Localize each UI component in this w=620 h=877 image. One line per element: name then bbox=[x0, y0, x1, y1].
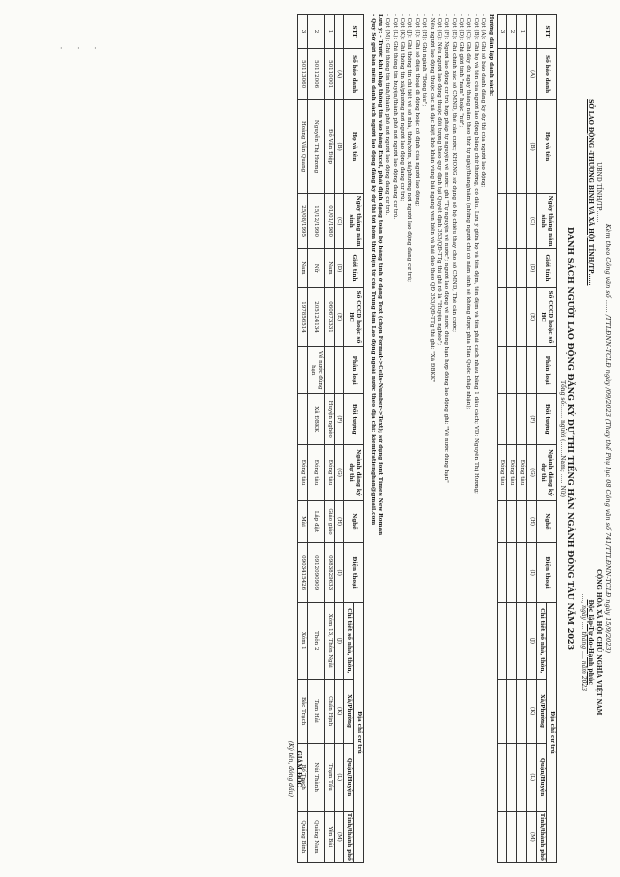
header-left-line2: SỞ LAO ĐỘNG -THƯƠNG BINH VÀ XÃ HỘI TỈNH/TP…… bbox=[587, 99, 595, 286]
code-cell: (M) bbox=[527, 811, 537, 862]
table-row bbox=[324, 15, 334, 863]
document-title: DANH SÁCH NGƯỜI LAO ĐỘNG ĐĂNG KÝ DỰ THI TIẾNG HÀN NGÀNH ĐÓNG TÀU NĂM 2023 bbox=[566, 226, 577, 651]
cell-job: Mài bbox=[298, 500, 308, 543]
cell-addr-detail: Xóm 1 bbox=[298, 602, 308, 679]
col-sex: Giới tính bbox=[537, 249, 557, 287]
code-cell: (B) bbox=[334, 100, 344, 194]
col-type: Phân loại bbox=[344, 347, 364, 394]
col-job: Nghề bbox=[537, 500, 557, 543]
code-cell bbox=[527, 15, 537, 49]
code-cell: (C) bbox=[527, 193, 537, 248]
cell-name: Nguyễn Thị Hương bbox=[308, 100, 325, 194]
code-cell: (E) bbox=[527, 287, 537, 347]
code-cell: (F) bbox=[334, 394, 344, 445]
col-stt: STT bbox=[537, 15, 557, 49]
cell-id: 197856514 bbox=[298, 287, 308, 347]
code-cell bbox=[334, 347, 344, 394]
instruction-line: - Cột (K): Ghi thông tin xã/phường nơi người lao động đang cư trú; bbox=[399, 14, 406, 202]
code-cell: (M) bbox=[334, 811, 344, 862]
cell-sex: Nữ bbox=[308, 249, 325, 287]
col-province: Tỉnh/thành phố bbox=[344, 811, 354, 862]
col-district: Quận/Huyện bbox=[344, 743, 354, 811]
col-obj: Đối tượng bbox=[537, 394, 557, 445]
code-cell: (D) bbox=[527, 249, 537, 287]
cell-type: Về nước đúng hạn bbox=[308, 347, 325, 394]
col-obj: Đối tượng bbox=[344, 394, 364, 445]
cell-sex: Nam bbox=[324, 249, 334, 287]
cell-stt: 2 bbox=[507, 15, 517, 49]
cell-district: Núi Thành bbox=[308, 743, 325, 811]
cell-obj: Huyện nghèo bbox=[324, 394, 334, 445]
signer-note: (Ký tên, đóng dấu) bbox=[287, 740, 295, 797]
note-format: Lưu ý: - Trước khi nhập thông tin vào bảng Excel, phải định dạng toàn bộ bảng tính ở dạng Text (chọn Format->Cells-Number->Text); sử dụng font Times New Roman bbox=[377, 14, 383, 536]
cell-addr-detail: Thôn 2 bbox=[308, 602, 325, 679]
col-address-group: Địa chỉ cư trú bbox=[354, 602, 364, 862]
instructions-title: Hướng dẫn lập danh sách: bbox=[487, 14, 494, 97]
col-sbd: Số báo danh bbox=[537, 49, 557, 100]
cell-phone: 0903415426 bbox=[298, 543, 308, 603]
code-cell: (A) bbox=[527, 49, 537, 100]
cell-obj bbox=[298, 394, 308, 445]
cell-sector: Đóng tàu bbox=[497, 445, 507, 500]
national-title: CỘNG HÒA XÃ HỘI CHỦ NGHĨA VIỆT NAM bbox=[594, 569, 602, 716]
col-address-group: Địa chỉ cư trú bbox=[547, 602, 557, 862]
col-ward: Xã/Phường bbox=[537, 679, 547, 743]
table-row bbox=[497, 15, 507, 863]
cell-id: 205124134 bbox=[308, 287, 325, 347]
cell-phone: 0983829633 bbox=[324, 543, 334, 603]
cell-stt: 2 bbox=[308, 15, 325, 49]
col-addr-detail: Chi tiết số nhà, thôn, bbox=[537, 602, 547, 679]
col-dob: Ngày tháng năm sinh bbox=[344, 193, 364, 248]
code-cell: (L) bbox=[334, 743, 344, 811]
code-cell: (H) bbox=[334, 500, 344, 543]
code-cell: (L) bbox=[527, 743, 537, 811]
cell-obj: Xã ĐBKK bbox=[308, 394, 325, 445]
header-right bbox=[579, 422, 602, 863]
col-sex: Giới tính bbox=[344, 249, 364, 287]
code-cell: (G) bbox=[334, 445, 344, 500]
col-dob: Ngày tháng năm sinh bbox=[537, 193, 557, 248]
cell-sector: Đóng tàu bbox=[324, 445, 334, 500]
cell-district: Bố Trạch bbox=[298, 743, 308, 811]
instruction-line: - Cột (H): Ghi ngành "Đóng tàu"; bbox=[421, 14, 428, 107]
col-province: Tỉnh/thành phố bbox=[537, 811, 547, 862]
cell-province: Yên Bái bbox=[324, 811, 334, 862]
code-cell: (I) bbox=[527, 543, 537, 603]
code-cell: (F) bbox=[527, 394, 537, 445]
note-email: - Quý Sở gửi bản mềm danh sách người lao động đăng ký dự thi tới hòm thư điện tử của Trung tâm Lao động ngoài nước theo địa chỉ: kiemtratienghan@gmail.com bbox=[369, 14, 376, 526]
cell-phone: 0912090909 bbox=[308, 543, 325, 603]
code-row bbox=[334, 15, 344, 863]
cell-ward: Tam Hải bbox=[308, 679, 325, 743]
code-cell: (K) bbox=[334, 679, 344, 743]
code-cell: (J) bbox=[334, 602, 344, 679]
document-header bbox=[579, 14, 602, 863]
cell-province: Quảng Nam bbox=[308, 811, 325, 862]
instruction-line: - Cột (C): Ghi đầy đủ ngày tháng năm theo thứ tự ngày/tháng/năm (những người chỉ có năm sinh sẽ không được phía Hàn Quốc chấp nhận); bbox=[465, 14, 472, 410]
table-row bbox=[507, 15, 517, 863]
col-ward: Xã/Phường bbox=[344, 679, 354, 743]
instructions bbox=[368, 14, 493, 863]
cell-job: Lắp đặt bbox=[308, 500, 325, 543]
col-sector: Ngành đăng ký dự thi bbox=[344, 445, 364, 500]
instruction-line: - Cột (L): Ghi thông tin huyện/thành phố nơi người lao động đang cư trú. bbox=[391, 14, 398, 220]
instruction-line: - Cột (G): Nếu người lao động thuộc đối tượng theo quy định tại Quyết định 353/QĐ-TTg thì ghi rõ là "Huyện nghèo"; bbox=[436, 14, 442, 346]
sample-registration-table bbox=[297, 14, 364, 863]
blank-registration-table bbox=[497, 14, 557, 863]
cell-sector: Đóng tàu bbox=[517, 445, 527, 500]
code-cell: (K) bbox=[527, 679, 537, 743]
code-cell: (E) bbox=[334, 287, 344, 347]
cell-name: Hoàng Văn Quang bbox=[298, 100, 308, 194]
code-cell: (G) bbox=[527, 445, 537, 500]
cell-stt: 3 bbox=[497, 15, 507, 49]
code-cell: (D) bbox=[334, 249, 344, 287]
cell-job: Giáo giáo bbox=[324, 500, 334, 543]
top-note: Kèm theo Công văn số …… /TTLĐNN-TCLĐ ngày /09/2023 (Thay thế Phụ lục 08 Công văn số 741/TTLĐNN-TCLĐ ngày 15/9/2023) bbox=[604, 223, 612, 654]
cell-stt: 1 bbox=[324, 15, 334, 49]
col-district: Quận/Huyện bbox=[537, 743, 547, 811]
cell-type bbox=[298, 347, 308, 394]
instruction-line: - Cột (D): Ghi giới tính "nam" hoặc "nữ"; bbox=[458, 14, 465, 128]
col-id: Số CCCD hoặc số HC bbox=[344, 287, 364, 347]
code-cell: (C) bbox=[334, 193, 344, 248]
code-cell: (I) bbox=[334, 543, 344, 603]
total-count: Tổng số:…… người (…….Nam; ….. Nữ) bbox=[559, 380, 567, 497]
cell-sector: Đóng tàu bbox=[298, 445, 308, 500]
col-name: Họ và tên bbox=[537, 100, 557, 194]
col-type: Phân loại bbox=[537, 347, 557, 394]
cell-stt: 1 bbox=[517, 15, 527, 49]
instruction-line: - Cột (E): Ghi chính xác số CMND, thẻ căn cước; KHÔNG sử dụng số hộ chiếu thay cho số CMND, Thẻ căn cước; bbox=[450, 14, 457, 333]
col-phone: Điện thoại bbox=[344, 543, 364, 603]
table-row bbox=[517, 15, 527, 863]
cell-stt: 3 bbox=[298, 15, 308, 49]
cell-name: Đỗ Văn Điệp bbox=[324, 100, 334, 194]
code-cell: (J) bbox=[527, 602, 537, 679]
col-job: Nghề bbox=[344, 500, 364, 543]
instruction-line: - Nếu người lao động thuộc các xã đặc biệt khó khăn vùng bãi ngang ven biển và hải đảo theo QĐ 353/QĐ-TTg thì ghi: "Xã ĐBKK" bbox=[428, 14, 435, 383]
col-stt: STT bbox=[344, 15, 364, 49]
cell-province: Quảng Bình bbox=[298, 811, 308, 862]
instruction-line: - Cột (I): Ghi số điện thoại di động hoặc cố định của người lao động; bbox=[413, 14, 420, 207]
cell-sbd: 50110001 bbox=[324, 49, 334, 100]
cell-dob: 15/12/1990 bbox=[308, 193, 325, 248]
col-phone: Điện thoại bbox=[537, 543, 557, 603]
cell-ward: Bắc Trạch bbox=[298, 679, 308, 743]
signature-block bbox=[287, 741, 302, 797]
cell-sbd: 50112006 bbox=[308, 49, 325, 100]
col-id: Số CCCD hoặc số HC bbox=[537, 287, 557, 347]
cell-district: Trạm Tấu bbox=[324, 743, 334, 811]
table-row bbox=[308, 15, 325, 863]
code-cell bbox=[334, 15, 344, 49]
cell-sex: Nam bbox=[298, 249, 308, 287]
code-cell: (A) bbox=[334, 49, 344, 100]
header-left-line1: UBND TỈNH/TP…… bbox=[594, 162, 602, 223]
cell-type bbox=[324, 347, 334, 394]
col-sector: Ngành đăng ký dự thi bbox=[537, 445, 557, 500]
header-left bbox=[579, 14, 602, 371]
col-name: Họ và tên bbox=[344, 100, 364, 194]
cell-sector: Đóng tàu bbox=[507, 445, 517, 500]
date-line: …., ngày …. tháng …. năm 2023 bbox=[579, 593, 587, 692]
motto: Độc lập-Tự do-Hạnh phúc bbox=[587, 599, 595, 685]
cell-dob: 01/01/1980 bbox=[324, 193, 334, 248]
cell-sbd: 50113060 bbox=[298, 49, 308, 100]
instruction-line: - Cột (A): Ghi số báo danh đăng ký dự thi của người lao động; bbox=[480, 14, 487, 188]
cell-ward: Chấn Hịnh bbox=[324, 679, 334, 743]
table-row bbox=[298, 15, 308, 863]
cell-dob: 25/08/1995 bbox=[298, 193, 308, 248]
instruction-line: - Cột (B): Ghi họ và tên của người lao động bằng chữ thường, có dấu. Lưu ý giữa họ và tên đệm, tên đệm và tên phải cách nhau bằng 1 dấu cách; VD: Nguyễn Thị Hương; bbox=[472, 14, 479, 494]
code-cell bbox=[527, 347, 537, 394]
code-cell: (H) bbox=[527, 500, 537, 543]
signer-title: GIÁM ĐỐC bbox=[295, 750, 302, 788]
scan-marks: · · · bbox=[60, 44, 103, 53]
instruction-line: - Cột (F): Người lao động cư trú hợp pháp tự nguyện về nước: ghi "Tự nguyện về nước"; người lao động về nước đúng hạn hợp đồng lao động ghi: "Về nước đúng hạn" bbox=[443, 14, 450, 483]
col-sbd: Số báo danh bbox=[344, 49, 364, 100]
code-cell: (B) bbox=[527, 100, 537, 194]
col-addr-detail: Chi tiết số nhà, thôn, bbox=[344, 602, 354, 679]
instruction-line: - Cột (M): Ghi thông tin tỉnh/thành phố nơi người lao động đang cư trú. bbox=[384, 14, 391, 216]
instruction-line: - Cột (J): Ghi thông tin chi tiết về số nhà, thôn/xóm, xã/phường nơi người lao động đang cư trú; bbox=[406, 14, 413, 283]
cell-addr-detail: Xóm 13, Thôn Ngãi bbox=[324, 602, 334, 679]
cell-sector: Đóng tàu bbox=[308, 445, 325, 500]
code-row bbox=[527, 15, 537, 863]
cell-id: 060673331 bbox=[324, 287, 334, 347]
